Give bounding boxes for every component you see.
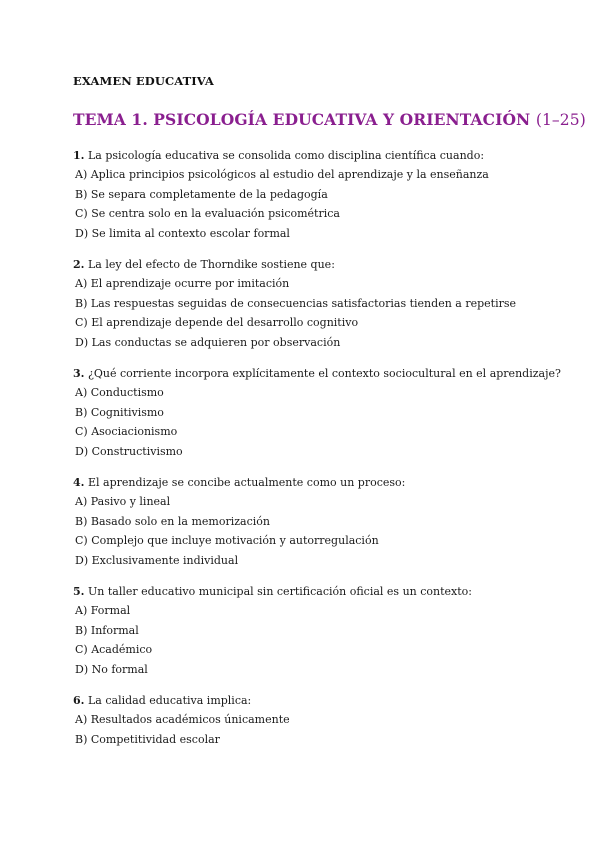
question-6 xyxy=(73,694,543,752)
section-title xyxy=(73,110,586,129)
question-text xyxy=(73,149,543,168)
question-5 xyxy=(73,585,543,682)
question-prompt: La ley del efecto de Thorndike sostiene que: xyxy=(87,258,335,271)
question-number: 5. xyxy=(73,585,85,598)
option-d: D) Las conductas se adquieren por observación xyxy=(75,335,341,349)
option-a: A) Formal xyxy=(75,604,131,617)
question-number: 2. xyxy=(73,258,85,271)
option-b: B) Informal xyxy=(75,623,139,637)
question-2 xyxy=(73,258,543,355)
option-b: B) Competitividad escolar xyxy=(75,732,220,746)
question-prompt: El aprendizaje se concibe actualmente como un proceso: xyxy=(87,476,406,489)
option-b: B) Las respuestas seguidas de consecuencias satisfactorias tienden a repetirse xyxy=(75,296,517,310)
option-a: A) Aplica principios psicológicos al estudio del aprendizaje y la enseñanza xyxy=(75,168,489,181)
question-prompt: La calidad educativa implica: xyxy=(87,694,252,707)
question-number: 4. xyxy=(73,476,85,489)
option-a: A) Pasivo y lineal xyxy=(75,495,171,508)
option-c: C) El aprendizaje depende del desarrollo cognitivo xyxy=(75,316,359,329)
option-b: B) Basado solo en la memorización xyxy=(75,514,270,528)
question-text xyxy=(73,694,543,713)
section-range: (1–25) xyxy=(535,111,586,129)
option-b: B) Cognitivismo xyxy=(75,405,164,419)
question-number: 3. xyxy=(73,367,85,380)
option-a: A) Resultados académicos únicamente xyxy=(75,713,290,726)
option-d: D) No formal xyxy=(75,662,148,676)
question-prompt: La psicología educativa se consolida como disciplina científica cuando: xyxy=(87,149,485,162)
option-c: C) Complejo que incluye motivación y autorregulación xyxy=(75,534,379,547)
question-4 xyxy=(73,476,543,573)
option-c: C) Se centra solo en la evaluación psicométrica xyxy=(75,207,340,220)
question-text xyxy=(73,258,543,277)
question-number: 1. xyxy=(73,149,85,162)
option-c: C) Académico xyxy=(75,643,153,656)
option-a: A) El aprendizaje ocurre por imitación xyxy=(75,277,290,290)
question-number: 6. xyxy=(73,694,85,707)
question-prompt: Un taller educativo municipal sin certificación oficial es un contexto: xyxy=(87,585,472,598)
option-d: D) Constructivismo xyxy=(75,444,183,458)
option-b: B) Se separa completamente de la pedagogía xyxy=(75,187,328,201)
option-a: A) Conductismo xyxy=(75,386,164,399)
section-title-text: TEMA 1. PSICOLOGÍA EDUCATIVA Y ORIENTACIÓN xyxy=(73,110,531,129)
option-d: D) Exclusivamente individual xyxy=(75,553,239,567)
question-prompt: ¿Qué corriente incorpora explícitamente el contexto sociocultural en el aprendizaje? xyxy=(87,367,561,380)
exam-title: EXAMEN EDUCATIVA xyxy=(73,74,214,88)
option-d: D) Se limita al contexto escolar formal xyxy=(75,226,290,240)
question-1 xyxy=(73,149,543,246)
question-text xyxy=(73,476,543,495)
option-c: C) Asociacionismo xyxy=(75,425,178,438)
question-text xyxy=(73,585,543,604)
question-3 xyxy=(73,367,561,464)
question-text xyxy=(73,367,561,386)
